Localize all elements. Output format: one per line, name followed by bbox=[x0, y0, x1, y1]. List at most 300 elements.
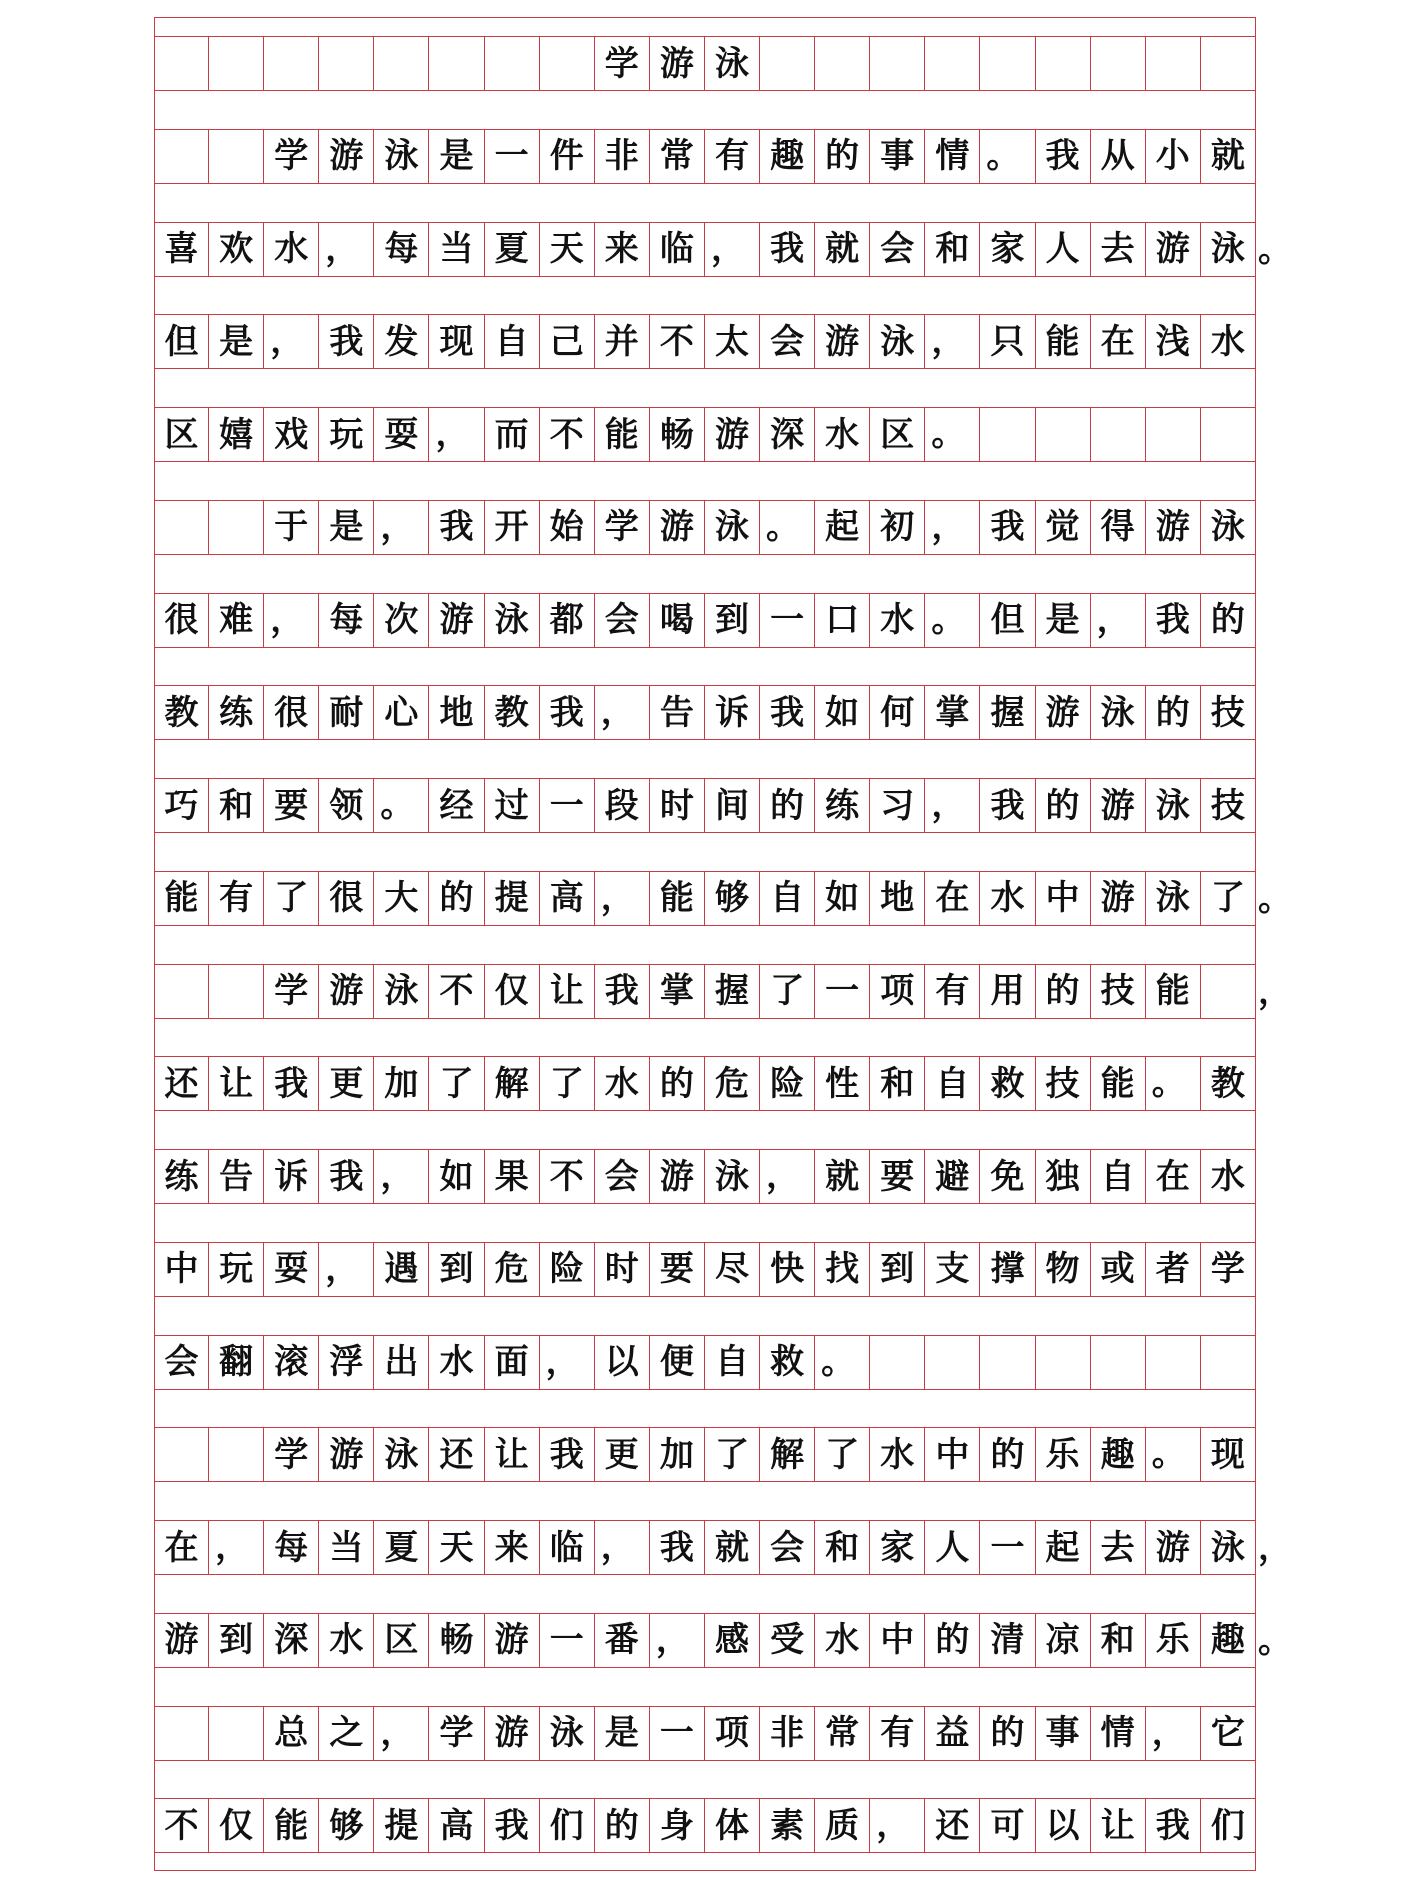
empty-grid-cell bbox=[209, 130, 264, 183]
char-cell: 我 bbox=[540, 686, 595, 739]
char-cell: 戏 bbox=[264, 408, 319, 461]
char-cell: 始 bbox=[540, 501, 595, 554]
empty-grid-cell bbox=[925, 1336, 980, 1389]
char-cell: 是 bbox=[595, 1707, 650, 1760]
char-cell: 会 bbox=[870, 223, 925, 276]
empty-grid-cell bbox=[485, 37, 540, 90]
punctuation-cell: ， bbox=[925, 779, 980, 832]
char-cell: 在 bbox=[154, 1521, 209, 1574]
char-cell: 耐 bbox=[319, 686, 374, 739]
char-cell: 的 bbox=[815, 130, 870, 183]
char-cell: 游 bbox=[1146, 501, 1201, 554]
empty-grid-cell bbox=[319, 37, 374, 90]
char-cell: 嬉 bbox=[209, 408, 264, 461]
char-cell: 玩 bbox=[319, 408, 374, 461]
char-cell: 何 bbox=[870, 686, 925, 739]
char-cell: 遇 bbox=[374, 1243, 429, 1296]
char-cell: 浅 bbox=[1146, 315, 1201, 368]
char-cell: 会 bbox=[595, 1150, 650, 1203]
text-row bbox=[154, 593, 1256, 648]
char-cell: 项 bbox=[705, 1707, 760, 1760]
char-cell: 要 bbox=[870, 1150, 925, 1203]
char-cell: 乐 bbox=[1146, 1614, 1201, 1667]
char-cell: 游 bbox=[485, 1614, 540, 1667]
char-cell: 非 bbox=[595, 130, 650, 183]
punctuation-cell: ， bbox=[209, 1521, 264, 1574]
char-cell: 去 bbox=[1091, 1521, 1146, 1574]
empty-grid-cell bbox=[760, 37, 815, 90]
char-cell: 者 bbox=[1146, 1243, 1201, 1296]
char-cell: 技 bbox=[1201, 779, 1256, 832]
char-cell: 练 bbox=[154, 1150, 209, 1203]
char-cell: 仅 bbox=[485, 965, 540, 1018]
char-cell: 喜 bbox=[154, 223, 209, 276]
char-cell: 经 bbox=[429, 779, 484, 832]
char-cell: 玩 bbox=[209, 1243, 264, 1296]
char-cell: 的 bbox=[1036, 965, 1091, 1018]
char-cell: 了 bbox=[815, 1428, 870, 1481]
char-cell: 到 bbox=[209, 1614, 264, 1667]
char-cell: 我 bbox=[980, 501, 1035, 554]
char-cell: 家 bbox=[870, 1521, 925, 1574]
char-cell: 欢 bbox=[209, 223, 264, 276]
char-cell: 人 bbox=[1036, 223, 1091, 276]
punctuation-cell: 。 bbox=[925, 594, 980, 647]
char-cell: 很 bbox=[319, 872, 374, 925]
char-cell: 在 bbox=[1091, 315, 1146, 368]
char-cell: 深 bbox=[760, 408, 815, 461]
char-cell: 会 bbox=[154, 1336, 209, 1389]
char-cell: 非 bbox=[760, 1707, 815, 1760]
char-cell: 心 bbox=[374, 686, 429, 739]
char-cell: 诉 bbox=[264, 1150, 319, 1203]
char-cell: 情 bbox=[1091, 1707, 1146, 1760]
char-cell: 还 bbox=[154, 1057, 209, 1110]
char-cell: 很 bbox=[264, 686, 319, 739]
char-cell: 的 bbox=[1036, 779, 1091, 832]
char-cell: 水 bbox=[870, 1428, 925, 1481]
char-cell: 是 bbox=[319, 501, 374, 554]
empty-grid-cell bbox=[209, 965, 264, 1018]
char-cell: 一 bbox=[980, 1521, 1035, 1574]
char-cell: 就 bbox=[815, 1150, 870, 1203]
char-cell: 畅 bbox=[429, 1614, 484, 1667]
empty-grid-cell bbox=[815, 37, 870, 90]
char-cell: 仅 bbox=[209, 1799, 264, 1852]
char-cell: 太 bbox=[705, 315, 760, 368]
char-cell: 起 bbox=[815, 501, 870, 554]
char-cell: 高 bbox=[429, 1799, 484, 1852]
char-cell: 深 bbox=[264, 1614, 319, 1667]
empty-grid-cell bbox=[980, 1336, 1035, 1389]
char-cell: 只 bbox=[980, 315, 1035, 368]
char-cell: 到 bbox=[870, 1243, 925, 1296]
char-cell: 以 bbox=[1036, 1799, 1091, 1852]
char-cell: 握 bbox=[980, 686, 1035, 739]
char-cell: 难 bbox=[209, 594, 264, 647]
char-cell: 而 bbox=[485, 408, 540, 461]
char-cell: 解 bbox=[485, 1057, 540, 1110]
char-cell: 告 bbox=[209, 1150, 264, 1203]
punctuation-cell: ， bbox=[595, 1521, 650, 1574]
char-cell: 救 bbox=[760, 1336, 815, 1389]
text-row bbox=[154, 1056, 1256, 1111]
empty-grid-cell bbox=[1091, 1336, 1146, 1389]
punctuation-cell: 。 bbox=[925, 408, 980, 461]
overflow-punctuation: ， bbox=[1258, 1528, 1292, 1568]
char-cell: 有 bbox=[870, 1707, 925, 1760]
char-cell: 不 bbox=[650, 315, 705, 368]
char-cell: 初 bbox=[870, 501, 925, 554]
char-cell: 泳 bbox=[1201, 223, 1256, 276]
char-cell: 发 bbox=[374, 315, 429, 368]
punctuation-cell: 。 bbox=[760, 501, 815, 554]
char-cell: 翻 bbox=[209, 1336, 264, 1389]
char-cell: 一 bbox=[760, 594, 815, 647]
char-cell: 能 bbox=[154, 872, 209, 925]
char-cell: 天 bbox=[429, 1521, 484, 1574]
empty-grid-cell bbox=[429, 37, 484, 90]
text-row bbox=[154, 222, 1256, 277]
punctuation-cell: 。 bbox=[980, 130, 1035, 183]
text-row bbox=[154, 129, 1256, 184]
text-row bbox=[154, 500, 1256, 555]
char-cell: 的 bbox=[1146, 686, 1201, 739]
punctuation-cell: ， bbox=[595, 872, 650, 925]
text-row bbox=[154, 1706, 1256, 1761]
punctuation-cell: ， bbox=[429, 408, 484, 461]
char-cell: 学 bbox=[264, 1428, 319, 1481]
char-cell: 间 bbox=[705, 779, 760, 832]
char-cell: 每 bbox=[319, 594, 374, 647]
char-cell: 游 bbox=[485, 1707, 540, 1760]
char-cell: 浮 bbox=[319, 1336, 374, 1389]
char-cell: 提 bbox=[485, 872, 540, 925]
char-cell: 中 bbox=[870, 1614, 925, 1667]
char-cell: 益 bbox=[925, 1707, 980, 1760]
char-cell: 质 bbox=[815, 1799, 870, 1852]
char-cell: 危 bbox=[485, 1243, 540, 1296]
text-row bbox=[154, 407, 1256, 462]
char-cell: 我 bbox=[1146, 1799, 1201, 1852]
char-cell: 更 bbox=[319, 1057, 374, 1110]
char-cell: 到 bbox=[705, 594, 760, 647]
char-cell: 区 bbox=[374, 1614, 429, 1667]
char-cell: 我 bbox=[319, 1150, 374, 1203]
char-cell: 泳 bbox=[540, 1707, 595, 1760]
empty-grid-cell bbox=[1146, 408, 1201, 461]
char-cell: 撑 bbox=[980, 1243, 1035, 1296]
char-cell: 教 bbox=[1201, 1057, 1256, 1110]
char-cell: 我 bbox=[980, 779, 1035, 832]
punctuation-cell: ， bbox=[374, 1707, 429, 1760]
char-cell: 物 bbox=[1036, 1243, 1091, 1296]
char-cell: 并 bbox=[595, 315, 650, 368]
char-cell: 我 bbox=[760, 686, 815, 739]
char-cell: 现 bbox=[1201, 1428, 1256, 1481]
char-cell: 水 bbox=[815, 408, 870, 461]
char-cell: 的 bbox=[980, 1707, 1035, 1760]
char-cell: 件 bbox=[540, 130, 595, 183]
char-cell: 临 bbox=[540, 1521, 595, 1574]
char-cell: 游 bbox=[650, 1150, 705, 1203]
char-cell: 之 bbox=[319, 1707, 374, 1760]
char-cell: 练 bbox=[815, 779, 870, 832]
char-cell: 自 bbox=[1091, 1150, 1146, 1203]
char-cell: 游 bbox=[319, 130, 374, 183]
char-cell: 要 bbox=[264, 779, 319, 832]
punctuation-cell: ， bbox=[319, 1243, 374, 1296]
char-cell: 技 bbox=[1201, 686, 1256, 739]
char-cell: 险 bbox=[760, 1057, 815, 1110]
char-cell: 去 bbox=[1091, 223, 1146, 276]
empty-grid-cell bbox=[154, 1428, 209, 1481]
title-char-cell: 学 bbox=[595, 37, 650, 90]
char-cell: 性 bbox=[815, 1057, 870, 1110]
char-cell: 让 bbox=[1091, 1799, 1146, 1852]
empty-grid-cell bbox=[925, 37, 980, 90]
char-cell: 喝 bbox=[650, 594, 705, 647]
char-cell: 解 bbox=[760, 1428, 815, 1481]
empty-grid-cell bbox=[1146, 37, 1201, 90]
char-cell: 够 bbox=[319, 1799, 374, 1852]
char-cell: 泳 bbox=[485, 594, 540, 647]
char-cell: 学 bbox=[264, 130, 319, 183]
char-cell: 高 bbox=[540, 872, 595, 925]
empty-grid-cell bbox=[1036, 1336, 1091, 1389]
char-cell: 于 bbox=[264, 501, 319, 554]
char-cell: 地 bbox=[870, 872, 925, 925]
char-cell: 领 bbox=[319, 779, 374, 832]
char-cell: 了 bbox=[705, 1428, 760, 1481]
empty-grid-cell bbox=[1091, 37, 1146, 90]
char-cell: 趣 bbox=[1091, 1428, 1146, 1481]
punctuation-cell: 。 bbox=[1146, 1057, 1201, 1110]
char-cell: 一 bbox=[540, 1614, 595, 1667]
overflow-punctuation: 。 bbox=[1258, 878, 1292, 919]
empty-grid-cell bbox=[1201, 965, 1256, 1018]
char-cell: 耍 bbox=[264, 1243, 319, 1296]
char-cell: 有 bbox=[209, 872, 264, 925]
char-cell: 的 bbox=[595, 1799, 650, 1852]
char-cell: 学 bbox=[595, 501, 650, 554]
char-cell: 现 bbox=[429, 315, 484, 368]
char-cell: 畅 bbox=[650, 408, 705, 461]
char-cell: 险 bbox=[540, 1243, 595, 1296]
char-cell: 泳 bbox=[374, 130, 429, 183]
char-cell: 事 bbox=[870, 130, 925, 183]
char-cell: 但 bbox=[154, 315, 209, 368]
text-row bbox=[154, 778, 1256, 833]
char-cell: 水 bbox=[815, 1614, 870, 1667]
empty-grid-cell bbox=[1201, 1336, 1256, 1389]
char-cell: 我 bbox=[760, 223, 815, 276]
punctuation-cell: ， bbox=[540, 1336, 595, 1389]
char-cell: 诉 bbox=[705, 686, 760, 739]
char-cell: 游 bbox=[1091, 872, 1146, 925]
char-cell: 更 bbox=[595, 1428, 650, 1481]
char-cell: 小 bbox=[1146, 130, 1201, 183]
char-cell: 游 bbox=[1091, 779, 1146, 832]
char-cell: 天 bbox=[540, 223, 595, 276]
char-cell: 加 bbox=[374, 1057, 429, 1110]
char-cell: 和 bbox=[209, 779, 264, 832]
char-cell: 感 bbox=[705, 1614, 760, 1667]
char-cell: 就 bbox=[815, 223, 870, 276]
char-cell: 泳 bbox=[1146, 779, 1201, 832]
char-cell: 还 bbox=[429, 1428, 484, 1481]
char-cell: 从 bbox=[1091, 130, 1146, 183]
char-cell: 学 bbox=[429, 1707, 484, 1760]
char-cell: 是 bbox=[1036, 594, 1091, 647]
char-cell: 一 bbox=[485, 130, 540, 183]
punctuation-cell: ， bbox=[1146, 1707, 1201, 1760]
char-cell: 番 bbox=[595, 1614, 650, 1667]
char-cell: 尽 bbox=[705, 1243, 760, 1296]
empty-grid-cell bbox=[154, 501, 209, 554]
char-cell: 提 bbox=[374, 1799, 429, 1852]
char-cell: 如 bbox=[815, 686, 870, 739]
empty-grid-cell bbox=[540, 37, 595, 90]
char-cell: 学 bbox=[1201, 1243, 1256, 1296]
char-cell: 泳 bbox=[374, 965, 429, 1018]
char-cell: 游 bbox=[429, 594, 484, 647]
punctuation-cell: ， bbox=[760, 1150, 815, 1203]
char-cell: 当 bbox=[319, 1521, 374, 1574]
char-cell: 和 bbox=[1091, 1614, 1146, 1667]
char-cell: 游 bbox=[705, 408, 760, 461]
char-cell: 凉 bbox=[1036, 1614, 1091, 1667]
char-cell: 我 bbox=[485, 1799, 540, 1852]
char-cell: 泳 bbox=[1201, 1521, 1256, 1574]
empty-grid-cell bbox=[154, 130, 209, 183]
char-cell: 来 bbox=[595, 223, 650, 276]
char-cell: 游 bbox=[1146, 1521, 1201, 1574]
char-cell: 大 bbox=[374, 872, 429, 925]
char-cell: 能 bbox=[1036, 315, 1091, 368]
char-cell: 够 bbox=[705, 872, 760, 925]
text-row bbox=[154, 1613, 1256, 1668]
char-cell: 了 bbox=[760, 965, 815, 1018]
char-cell: 泳 bbox=[374, 1428, 429, 1481]
char-cell: 情 bbox=[925, 130, 980, 183]
char-cell: 自 bbox=[925, 1057, 980, 1110]
char-cell: 的 bbox=[1201, 594, 1256, 647]
char-cell: 耍 bbox=[374, 408, 429, 461]
char-cell: 们 bbox=[540, 1799, 595, 1852]
char-cell: 水 bbox=[1201, 315, 1256, 368]
char-cell: 找 bbox=[815, 1243, 870, 1296]
char-cell: 常 bbox=[650, 130, 705, 183]
char-cell: 支 bbox=[925, 1243, 980, 1296]
char-cell: 趣 bbox=[1201, 1614, 1256, 1667]
char-cell: 开 bbox=[485, 501, 540, 554]
char-cell: 它 bbox=[1201, 1707, 1256, 1760]
punctuation-cell: ， bbox=[925, 315, 980, 368]
text-row bbox=[154, 1242, 1256, 1297]
empty-grid-cell bbox=[209, 37, 264, 90]
char-cell: 家 bbox=[980, 223, 1035, 276]
char-cell: 让 bbox=[209, 1057, 264, 1110]
char-cell: 一 bbox=[540, 779, 595, 832]
char-cell: 有 bbox=[925, 965, 980, 1018]
char-cell: 我 bbox=[650, 1521, 705, 1574]
empty-grid-cell bbox=[209, 1707, 264, 1760]
char-cell: 时 bbox=[595, 1243, 650, 1296]
char-cell: 很 bbox=[154, 594, 209, 647]
overflow-punctuation: 。 bbox=[1258, 229, 1292, 270]
char-cell: 自 bbox=[485, 315, 540, 368]
char-cell: 项 bbox=[870, 965, 925, 1018]
char-cell: 每 bbox=[264, 1521, 319, 1574]
char-cell: 教 bbox=[485, 686, 540, 739]
char-cell: 趣 bbox=[760, 130, 815, 183]
char-cell: 己 bbox=[540, 315, 595, 368]
char-cell: 危 bbox=[705, 1057, 760, 1110]
char-cell: 加 bbox=[650, 1428, 705, 1481]
char-cell: 有 bbox=[705, 130, 760, 183]
char-cell: 常 bbox=[815, 1707, 870, 1760]
char-cell: 让 bbox=[485, 1428, 540, 1481]
empty-grid-cell bbox=[870, 37, 925, 90]
char-cell: 了 bbox=[264, 872, 319, 925]
text-row bbox=[154, 1335, 1256, 1390]
char-cell: 握 bbox=[705, 965, 760, 1018]
char-cell: 不 bbox=[540, 408, 595, 461]
char-cell: 不 bbox=[154, 1799, 209, 1852]
char-cell: 素 bbox=[760, 1799, 815, 1852]
overflow-punctuation: 。 bbox=[1258, 1620, 1292, 1661]
char-cell: 游 bbox=[319, 965, 374, 1018]
text-row bbox=[154, 1149, 1256, 1204]
char-cell: 出 bbox=[374, 1336, 429, 1389]
char-cell: 就 bbox=[705, 1521, 760, 1574]
char-cell: 人 bbox=[925, 1521, 980, 1574]
char-cell: 滚 bbox=[264, 1336, 319, 1389]
char-cell: 的 bbox=[650, 1057, 705, 1110]
char-cell: 会 bbox=[760, 1521, 815, 1574]
char-cell: 中 bbox=[154, 1243, 209, 1296]
text-row bbox=[154, 871, 1256, 926]
char-cell: 水 bbox=[870, 594, 925, 647]
char-cell: 能 bbox=[1091, 1057, 1146, 1110]
char-cell: 们 bbox=[1201, 1799, 1256, 1852]
char-cell: 可 bbox=[980, 1799, 1035, 1852]
char-cell: 游 bbox=[815, 315, 870, 368]
char-cell: 泳 bbox=[705, 1150, 760, 1203]
char-cell: 泳 bbox=[1201, 501, 1256, 554]
char-cell: 的 bbox=[980, 1428, 1035, 1481]
empty-grid-cell bbox=[154, 965, 209, 1018]
text-row bbox=[154, 964, 1256, 1019]
text-row bbox=[154, 685, 1256, 740]
char-cell: 区 bbox=[154, 408, 209, 461]
char-cell: 了 bbox=[1201, 872, 1256, 925]
char-cell: 泳 bbox=[1146, 872, 1201, 925]
char-cell: 教 bbox=[154, 686, 209, 739]
char-cell: 了 bbox=[429, 1057, 484, 1110]
empty-grid-cell bbox=[1201, 408, 1256, 461]
title-char-cell: 游 bbox=[650, 37, 705, 90]
punctuation-cell: ， bbox=[595, 686, 650, 739]
char-cell: 一 bbox=[815, 965, 870, 1018]
char-cell: 得 bbox=[1091, 501, 1146, 554]
title-row bbox=[154, 36, 1256, 91]
punctuation-cell: ， bbox=[374, 1150, 429, 1203]
char-cell: 掌 bbox=[925, 686, 980, 739]
char-cell: 觉 bbox=[1036, 501, 1091, 554]
char-cell: 和 bbox=[870, 1057, 925, 1110]
